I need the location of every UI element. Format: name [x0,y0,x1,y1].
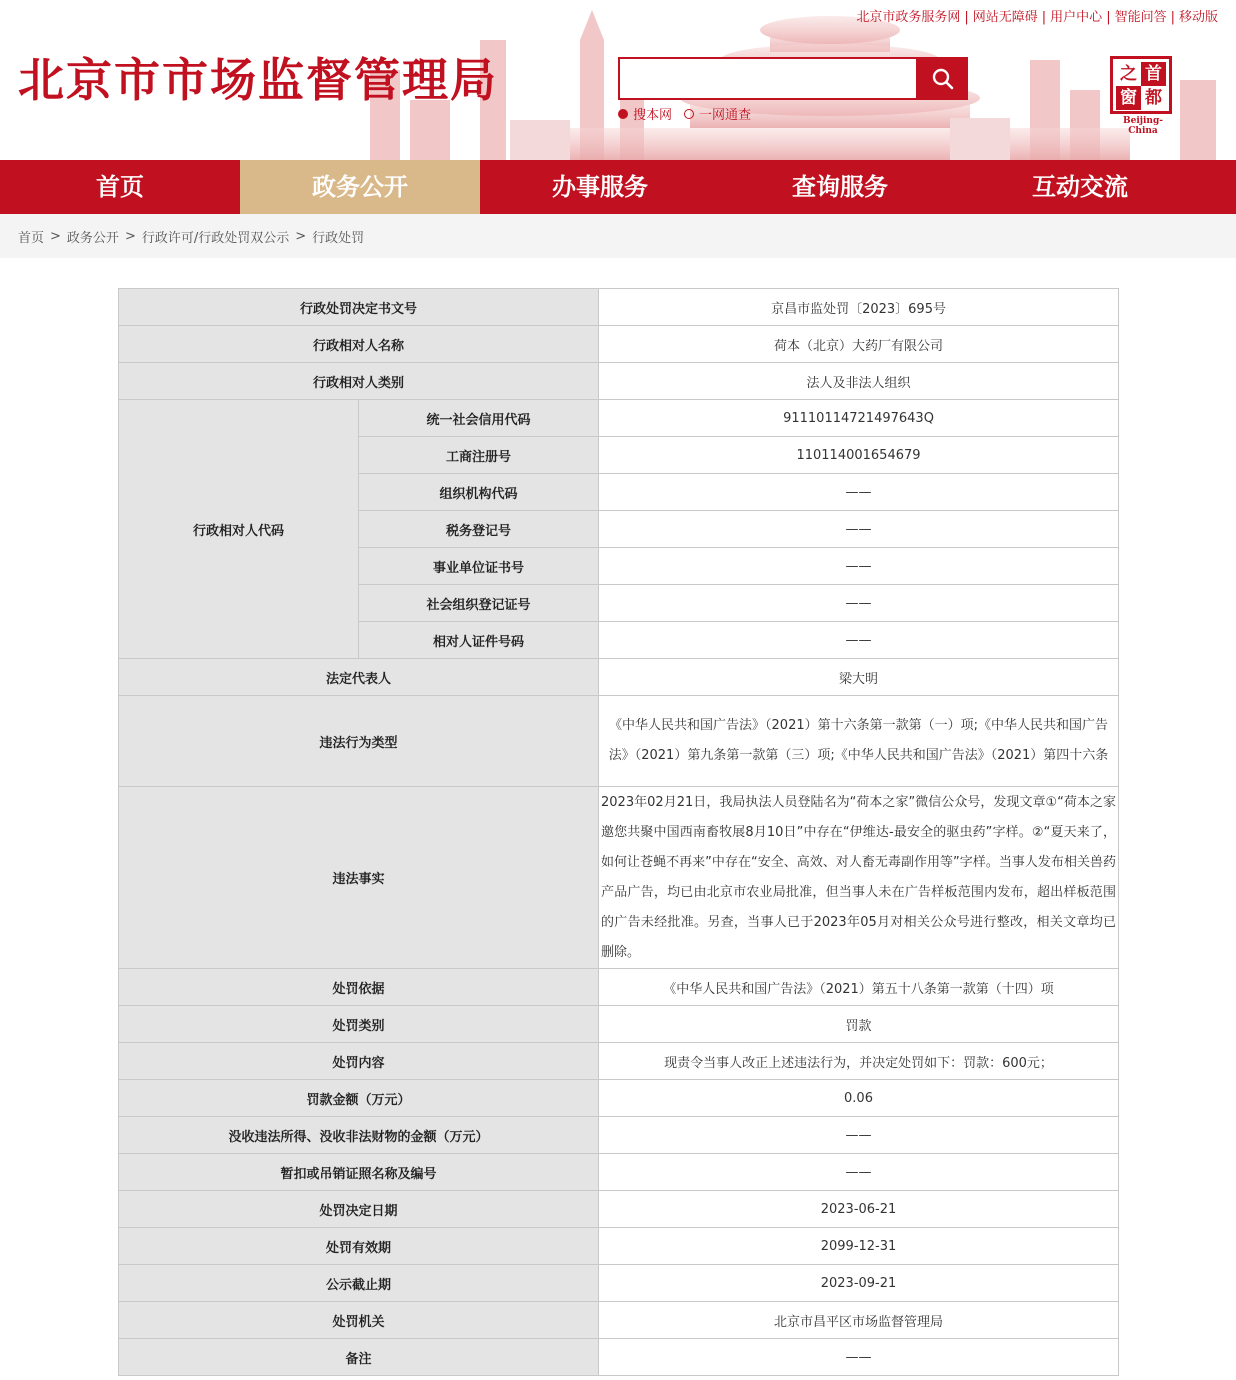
field-sublabel: 税务登记号 [359,511,599,548]
field-value: —— [599,548,1119,585]
nav-interaction[interactable]: 互动交流 [1032,173,1128,201]
table-row [119,1117,1119,1154]
logo-char: 首 [1141,62,1166,86]
breadcrumb: 首页 > 政务公开 > 行政许可/行政处罚双公示 > 行政处罚 [0,214,1236,258]
nav-query[interactable]: 查询服务 [792,173,888,201]
field-value: 《中华人民共和国广告法》（2021）第五十八条第一款第（十四）项 [599,969,1119,1006]
field-label: 暂扣或吊销证照名称及编号 [119,1154,599,1191]
scope-option-all[interactable] [684,104,751,123]
field-value: —— [599,585,1119,622]
field-label: 没收违法所得、没收非法财物的金额（万元） [119,1117,599,1154]
table-row [119,1154,1119,1191]
field-value: —— [599,1117,1119,1154]
logo-seal [1110,56,1172,114]
logo-char: 之 [1120,64,1137,84]
field-value: 法人及非法人组织 [599,363,1119,400]
table-row [119,969,1119,1006]
field-label: 行政处罚决定书文号 [119,289,599,326]
field-value: 91110114721497643Q [599,400,1119,437]
table-row [119,1302,1119,1339]
table-row [119,696,1119,787]
field-label: 行政相对人代码 [119,400,359,659]
field-sublabel: 社会组织登记证号 [359,585,599,622]
field-label: 行政相对人名称 [119,326,599,363]
site-header [0,0,1236,160]
field-label: 处罚机关 [119,1302,599,1339]
field-value: —— [599,474,1119,511]
table-row [119,363,1119,400]
link-smart-qa[interactable]: 智能问答 [1114,10,1167,25]
table-row [119,1080,1119,1117]
nav-services[interactable]: 办事服务 [552,173,648,201]
field-label: 备注 [119,1339,599,1376]
top-links: 北京市政务服务网 | 网站无障碍 | 用户中心 | 智能问答 | 移动版 [856,10,1218,25]
field-label: 行政相对人类别 [119,363,599,400]
field-value: 2023年02月21日，我局执法人员登陆名为“荷本之家”微信公众号，发现文章①“荷本之家邀您共聚中国西南畜牧展8月10日”中存在“伊维达-最安全的驱虫药”字样。②“夏天来了，如何让苍蝇不再来”中存在“安全、高效、对人畜无毒副作用等”字样。当事人发布相关兽药产品广告，均已由北京市农业局批准，但当事人未在广告样板范围内发布，超出样板范围的广告未经批准。另查，当事人已于2023年05月对相关公众号进行整改，相关文章均已删除。 [599,787,1119,969]
site-title: 北京市市场监督管理局 [18,53,498,107]
field-value: 110114001654679 [599,437,1119,474]
field-value: 2023-09-21 [599,1265,1119,1302]
table-row [119,659,1119,696]
table-row [119,400,1119,437]
field-value: 《中华人民共和国广告法》（2021）第十六条第一款第（一）项;《中华人民共和国广告法》（2021）第九条第一款第（三）项;《中华人民共和国广告法》（2021）第四十六条 [599,696,1119,787]
scope-option-all-label: 一网通查 [699,108,752,123]
search-scope [618,104,751,123]
field-label: 罚款金额（万元） [119,1080,599,1117]
capital-window-logo[interactable] [1110,56,1176,136]
field-value: —— [599,622,1119,659]
scope-option-site[interactable] [618,104,672,123]
link-mobile[interactable]: 移动版 [1178,10,1218,25]
scope-option-site-label: 搜本网 [633,108,673,123]
field-value: 北京市昌平区市场监督管理局 [599,1302,1119,1339]
field-label: 处罚决定日期 [119,1191,599,1228]
field-value: 梁大明 [599,659,1119,696]
field-value: 京昌市监处罚〔2023〕695号 [599,289,1119,326]
logo-char: 都 [1145,88,1162,108]
radio-checked-icon [618,109,628,119]
logo-caption: Beijing-China [1123,116,1163,136]
field-sublabel: 统一社会信用代码 [359,400,599,437]
table-row [119,1043,1119,1080]
breadcrumb-government-affairs[interactable]: 政务公开 [66,230,119,246]
table-row [119,1339,1119,1376]
search-box [618,57,918,100]
field-value: 罚款 [599,1006,1119,1043]
nav-home[interactable]: 首页 [96,173,144,201]
search-icon [932,68,954,90]
field-value: 荷本（北京）大药厂有限公司 [599,326,1119,363]
field-value: 2099-12-31 [599,1228,1119,1265]
breadcrumb-penalty[interactable]: 行政处罚 [312,230,365,246]
field-label: 处罚有效期 [119,1228,599,1265]
field-label: 法定代表人 [119,659,599,696]
table-row [119,1265,1119,1302]
field-sublabel: 组织机构代码 [359,474,599,511]
main-nav [0,160,1236,214]
table-row [119,1191,1119,1228]
field-value: 0.06 [599,1080,1119,1117]
link-gov-service[interactable]: 北京市政务服务网 [856,10,961,25]
breadcrumb-home[interactable]: 首页 [18,230,45,246]
field-sublabel: 工商注册号 [359,437,599,474]
field-value: —— [599,1339,1119,1376]
penalty-detail-table [118,288,1118,1376]
nav-government-affairs[interactable]: 政务公开 [240,160,480,214]
logo-char: 窗 [1116,86,1141,110]
field-label: 违法事实 [119,787,599,969]
link-user-center[interactable]: 用户中心 [1050,10,1103,25]
field-value: —— [599,1154,1119,1191]
field-label: 违法行为类型 [119,696,599,787]
table-row [119,326,1119,363]
breadcrumb-dual-publicity[interactable]: 行政许可/行政处罚双公示 [141,230,290,246]
field-label: 处罚内容 [119,1043,599,1080]
field-label: 处罚类别 [119,1006,599,1043]
field-sublabel: 相对人证件号码 [359,622,599,659]
link-accessibility[interactable]: 网站无障碍 [972,10,1038,25]
field-value: 2023-06-21 [599,1191,1119,1228]
field-label: 公示截止期 [119,1265,599,1302]
search-input[interactable] [620,59,916,98]
field-sublabel: 事业单位证书号 [359,548,599,585]
field-label: 处罚依据 [119,969,599,1006]
field-value: 现责令当事人改正上述违法行为，并决定处罚如下：罚款：600元； [599,1043,1119,1080]
table-row [119,1228,1119,1265]
search-button[interactable] [918,57,968,100]
table-row [119,289,1119,326]
table-row [119,1006,1119,1043]
radio-unchecked-icon [684,109,694,119]
table-row [119,787,1119,969]
field-value: —— [599,511,1119,548]
